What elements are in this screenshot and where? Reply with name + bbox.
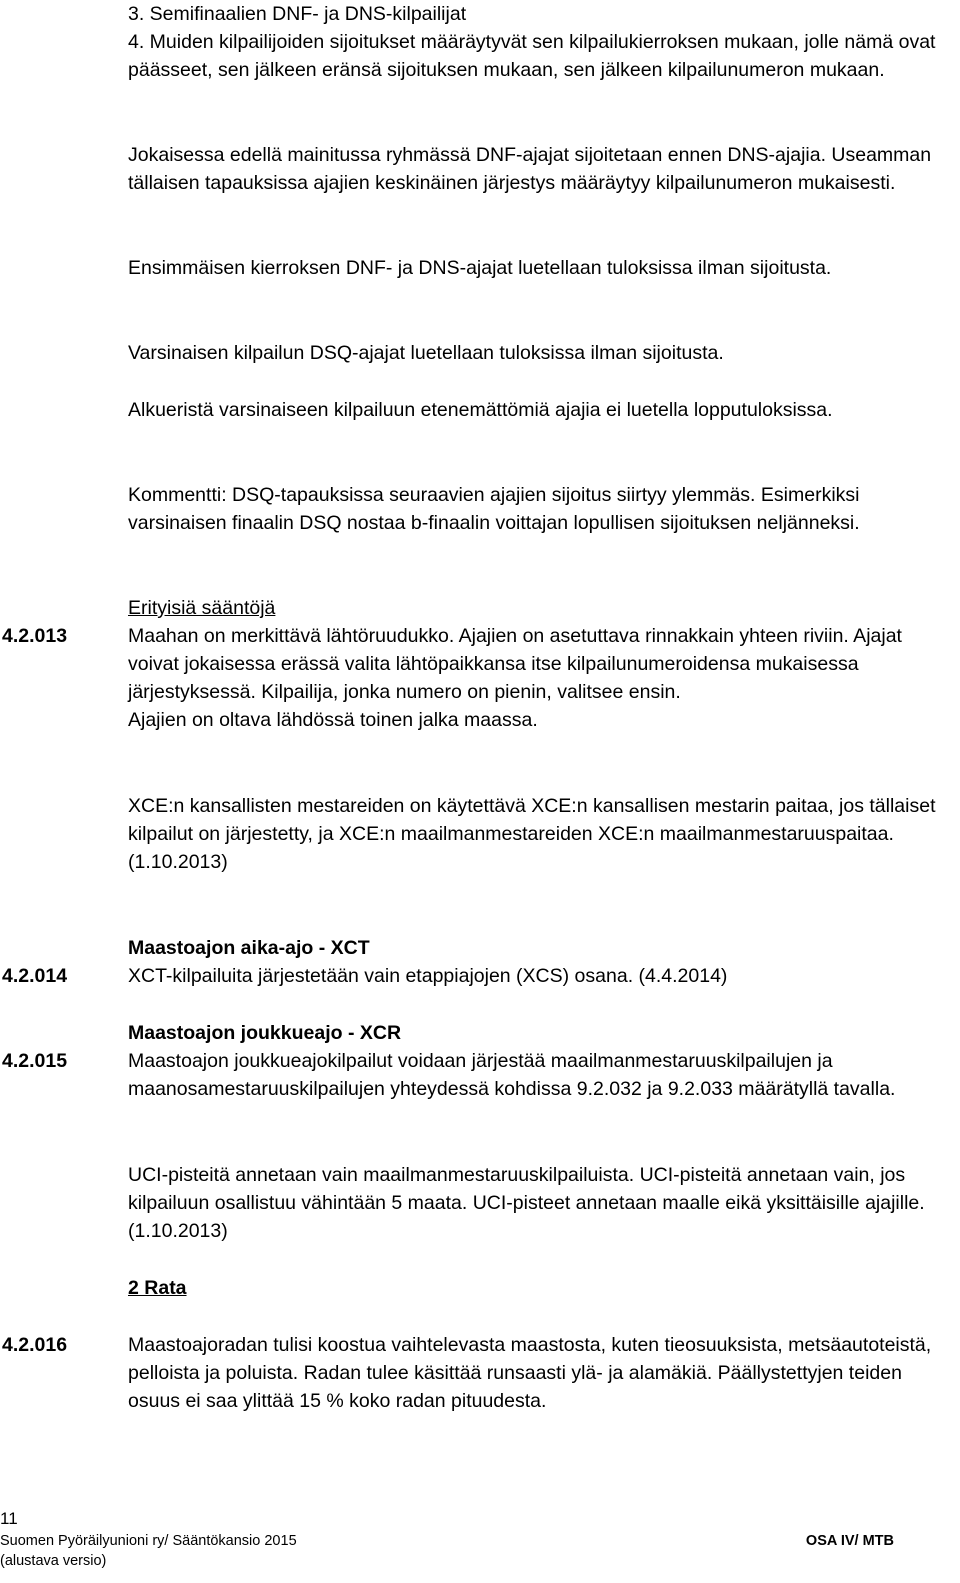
rule-number-4-2-014: 4.2.014 bbox=[2, 965, 68, 987]
footer-publisher: Suomen Pyöräilyunioni ry/ Sääntökansio 2015 bbox=[0, 1533, 297, 1549]
paragraph-heats: Alkueristä varsinaiseen kilpailuun etenemättömiä ajajia ei luetella lopputuloksissa. bbox=[128, 399, 833, 421]
footer-version: (alustava versio) bbox=[0, 1553, 107, 1569]
rule-number-4-2-015: 4.2.015 bbox=[2, 1050, 68, 1072]
paragraph-dnf-order: Jokaisessa edellä mainitussa ryhmässä DNF-ajajat sijoitetaan ennen DNS-ajajia. Useamman tällaisen tapauksissa ajajien keskinäinen järjestys määräytyy kilpailunumeron mukaisesti. bbox=[128, 144, 932, 194]
heading-xcr: Maastoajon joukkueajo - XCR bbox=[128, 1022, 402, 1044]
rule-text-4-2-014: XCT-kilpailuita järjestetään vain etappiajojen (XCS) osana. (4.4.2014) bbox=[128, 965, 728, 987]
rule-text-4-2-015-uci: UCI-pisteitä annetaan vain maailmanmestaruuskilpailuista. UCI-pisteitä annetaan vain, jos kilpailuun osallistuu vähintään 5 maata. UCI-pisteet annetaan maalle eikä yksittäisille ajajille. (1.10.2013) bbox=[128, 1164, 925, 1242]
rule-number-4-2-013: 4.2.013 bbox=[2, 625, 68, 647]
rule-text-4-2-013: Maahan on merkittävä lähtöruudukko. Ajajien on asetuttava rinnakkain yhteen riviin. Ajajat voivat jokaisessa erässä valita lähtöpaikkansa itse kilpailunumeroidensa mukaisessa järjestyksessä. Kilpailija, jonka numero on pienin, valitsee ensin. Ajajien on oltava lähdössä toinen jalka maassa. bbox=[128, 625, 902, 731]
list-item-3: 3. Semifinaalien DNF- ja DNS-kilpailijat bbox=[128, 3, 467, 25]
heading-xct: Maastoajon aika-ajo - XCT bbox=[128, 937, 370, 959]
list-item-4: 4. Muiden kilpailijoiden sijoitukset määräytyvät sen kilpailukierroksen mukaan, jolle nämä ovat päässeet, sen jälkeen eränsä sijoituksen mukaan, sen jälkeen kilpailunumeron mukaan. bbox=[128, 31, 936, 81]
paragraph-comment: Kommentti: DSQ-tapauksissa seuraavien ajajien sijoitus siirtyy ylemmäs. Esimerkiksi varsinaisen finaalin DSQ nostaa b-finaalin voittajan lopullisen sijoituksen neljänneksi. bbox=[128, 484, 860, 534]
rule-number-4-2-016: 4.2.016 bbox=[2, 1334, 68, 1356]
rule-text-4-2-016: Maastoajoradan tulisi koostua vaihtelevasta maastosta, kuten tieosuuksista, metsäautoteistä, pelloista ja poluista. Radan tulee käsittää runsaasti ylä- ja alamäkiä. Päällystettyjen teiden osuus ei saa ylittää 15 % koko radan pituudesta. bbox=[128, 1334, 932, 1412]
rule-text-4-2-013-jerseys: XCE:n kansallisten mestareiden on käytettävä XCE:n kansallisen mestarin paitaa, jos tällaiset kilpailut on järjestetty, ja XCE:n maailmanmestareiden XCE:n maailmanmestaruuspaitaa. (1.10.2013) bbox=[128, 795, 936, 873]
heading-track: 2 Rata bbox=[128, 1277, 187, 1299]
rule-text-4-2-015: Maastoajon joukkueajokilpailut voidaan järjestää maailmanmestaruuskilpailujen ja maanosamestaruuskilpailujen yhteydessä kohdissa 9.2.032 ja 9.2.033 määrätyllä tavalla. bbox=[128, 1050, 896, 1100]
footer-section: OSA IV/ MTB bbox=[805, 1533, 894, 1549]
paragraph-dsq: Varsinaisen kilpailun DSQ-ajajat luetellaan tuloksissa ilman sijoitusta. bbox=[128, 342, 724, 364]
page-number: 11 bbox=[0, 1509, 18, 1528]
heading-special-rules: Erityisiä sääntöjä bbox=[128, 597, 276, 619]
paragraph-first-round: Ensimmäisen kierroksen DNF- ja DNS-ajajat luetellaan tuloksissa ilman sijoitusta. bbox=[128, 257, 832, 279]
